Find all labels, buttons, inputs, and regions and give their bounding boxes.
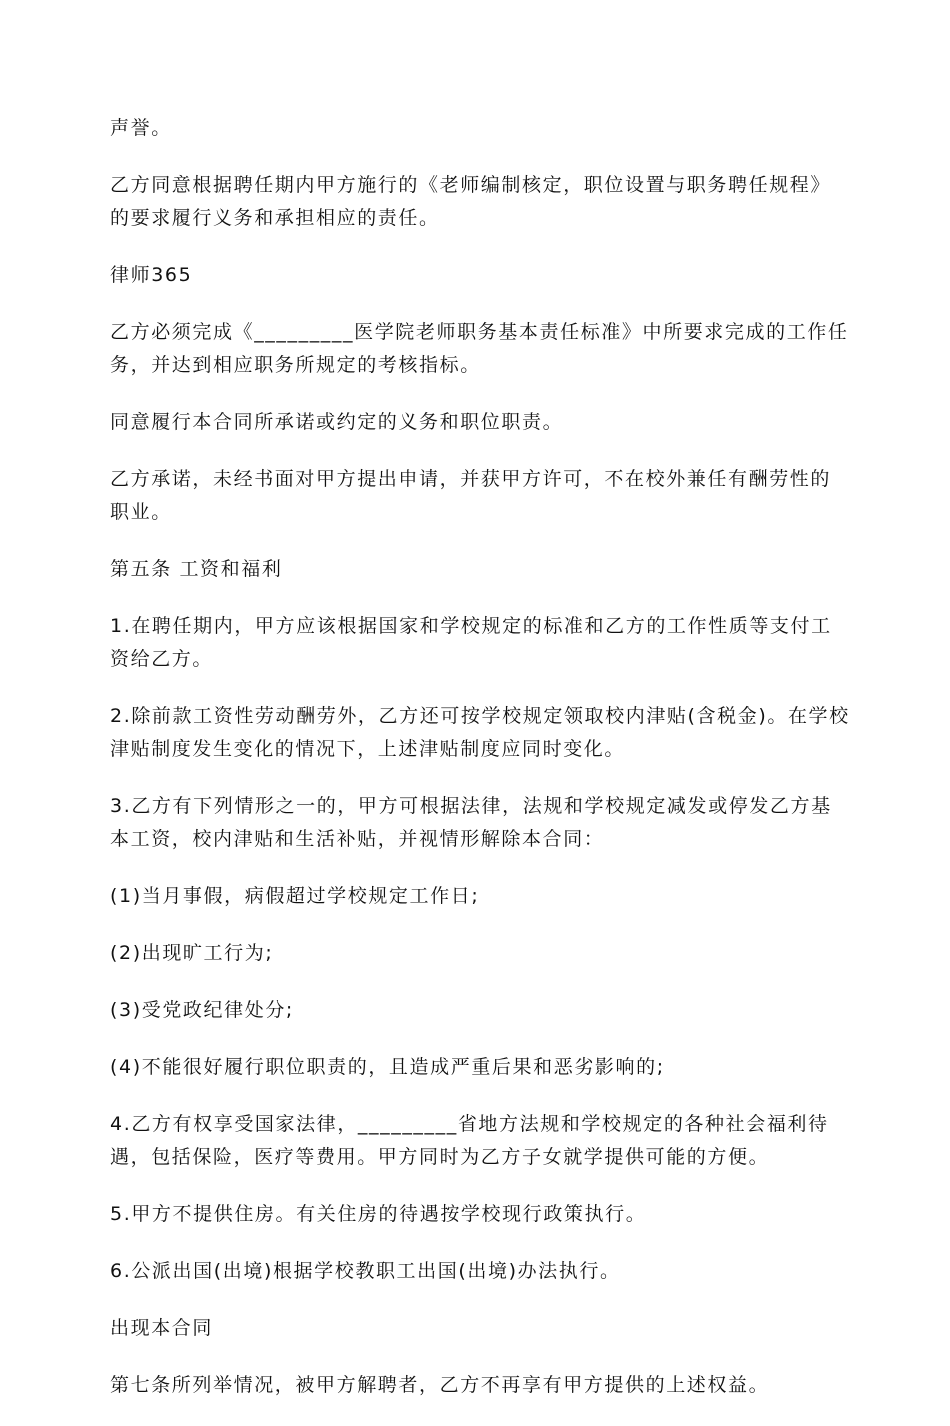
section-heading-article-5: 第五条 工资和福利 xyxy=(110,558,283,580)
paragraph-contract-occurs: 出现本合同 xyxy=(110,1317,214,1339)
paragraph-reputation: 声誉。 xyxy=(110,117,172,139)
paragraph-watermark-text: 律师365 xyxy=(110,264,193,286)
paragraph-item-6: 6.公派出国(出境)根据学校教职工出国(出境)办法执行。 xyxy=(110,1260,621,1282)
paragraph-no-side-job: 乙方承诺，未经书面对甲方提出申请，并获甲方许可，不在校外兼任有酬劳性的职业。 xyxy=(110,468,832,523)
paragraph-item-1: 1.在聘任期内，甲方应该根据国家和学校规定的标准和乙方的工作性质等支付工资给乙方。 xyxy=(110,615,832,670)
paragraph-subitem-4: (4)不能很好履行职位职责的，且造成严重后果和恶劣影响的; xyxy=(110,1056,665,1078)
paragraph-item-2: 2.除前款工资性劳动酬劳外，乙方还可按学校规定领取校内津贴(含税金)。在学校津贴制度发生变化的情况下，上述津贴制度应同时变化。 xyxy=(110,705,850,760)
paragraph-subitem-2: (2)出现旷工行为; xyxy=(110,942,274,964)
paragraph-item-4: 4.乙方有权享受国家法律，_________省地方法规和学校规定的各种社会福利待遇，包括保险，医疗等费用。甲方同时为乙方子女就学提供可能的方便。 xyxy=(110,1113,829,1168)
paragraph-work-standard: 乙方必须完成《_________医学院老师职务基本责任标准》中所要求完成的工作任务，并达到相应职务所规定的考核指标。 xyxy=(110,321,849,376)
paragraph-item-5: 5.甲方不提供住房。有关住房的待遇按学校现行政策执行。 xyxy=(110,1203,647,1225)
paragraph-duty-rules: 乙方同意根据聘任期内甲方施行的《老师编制核定，职位设置与职务聘任规程》的要求履行义务和承担相应的责任。 xyxy=(110,174,832,229)
paragraph-article-7: 第七条所列举情况，被甲方解聘者，乙方不再享有甲方提供的上述权益。 xyxy=(110,1374,770,1396)
paragraph-item-3: 3.乙方有下列情形之一的，甲方可根据法律，法规和学校规定减发或停发乙方基本工资，校内津贴和生活补贴，并视情形解除本合同： xyxy=(110,795,832,850)
paragraph-subitem-1: (1)当月事假，病假超过学校规定工作日; xyxy=(110,885,480,907)
paragraph-subitem-3: (3)受党政纪律处分; xyxy=(110,999,294,1021)
document-page xyxy=(110,112,850,1426)
paragraph-agree-duties: 同意履行本合同所承诺或约定的义务和职位职责。 xyxy=(110,411,564,433)
